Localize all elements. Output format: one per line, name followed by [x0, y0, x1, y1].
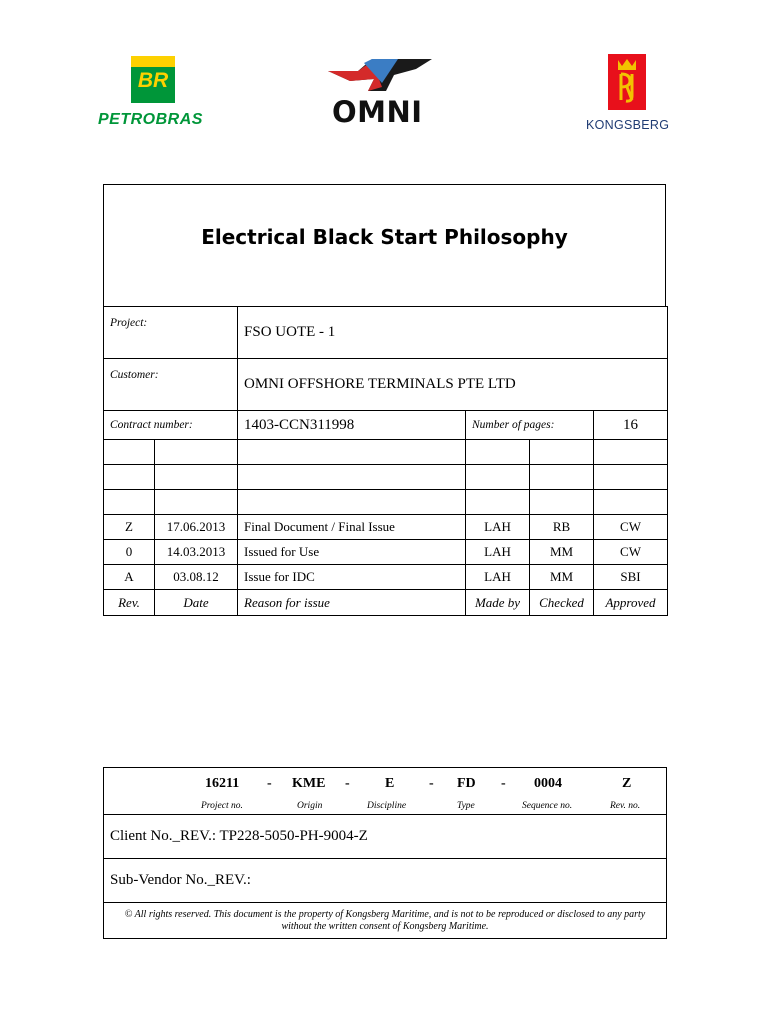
petrobras-br-mark: BR — [131, 56, 175, 103]
pages-label: Number of pages: — [466, 411, 594, 440]
omni-logo — [328, 57, 432, 129]
reason-header: Reason for issue — [238, 590, 466, 616]
client-no: Client No._REV.: TP228-5050-PH-9004-Z — [104, 815, 667, 859]
code-separator: - — [501, 776, 506, 791]
document-title: Electrical Black Start Philosophy — [201, 225, 568, 249]
revision-row — [104, 515, 668, 540]
copyright-line-1: © All rights reserved. This document is the property of Kongsberg Maritime, and is not to be reproduced or disclosed to any party — [124, 908, 646, 920]
omni-anvil-icon — [328, 57, 432, 97]
origin: KME — [292, 776, 326, 791]
sequence-no: 0004 — [534, 776, 562, 791]
approved-cell: SBI — [594, 565, 668, 590]
sequence-label: Sequence no. — [522, 801, 573, 811]
checked-cell: RB — [530, 515, 594, 540]
customer-label: Customer: — [104, 359, 238, 411]
project-label: Project: — [104, 307, 238, 359]
reason-cell: Issue for IDC — [238, 565, 466, 590]
made-by-cell: LAH — [466, 565, 530, 590]
reason-cell: Issued for Use — [238, 540, 466, 565]
empty-revision-row — [104, 490, 668, 515]
document-code-table — [103, 767, 667, 939]
made-by-header: Made by — [466, 590, 530, 616]
client-no-row — [104, 815, 667, 859]
type-label: Type — [457, 801, 475, 811]
pages-value: 16 — [594, 411, 668, 440]
discipline: E — [385, 776, 395, 791]
checked-header: Checked — [530, 590, 594, 616]
subvendor-no-row — [104, 859, 667, 903]
customer-row — [104, 359, 668, 411]
petrobras-name: PETROBRAS — [98, 111, 203, 128]
made-by-cell: LAH — [466, 515, 530, 540]
kongsberg-crest-icon — [608, 54, 646, 110]
approved-cell: CW — [594, 540, 668, 565]
date-cell: 03.08.12 — [155, 565, 238, 590]
title-box — [103, 184, 666, 306]
copyright-row — [104, 903, 667, 939]
omni-name: OMNI — [332, 95, 423, 129]
customer-value: OMNI OFFSHORE TERMINALS PTE LTD — [238, 359, 668, 411]
document-number — [104, 768, 666, 814]
rev-no-label: Rev. no. — [610, 801, 641, 811]
rev-cell: 0 — [104, 540, 155, 565]
copyright-notice — [104, 903, 667, 939]
contract-row — [104, 411, 668, 440]
kongsberg-name: KONGSBERG — [586, 118, 670, 132]
revision-row — [104, 540, 668, 565]
empty-revision-row — [104, 440, 668, 465]
type: FD — [457, 776, 476, 791]
document-info-table — [103, 306, 668, 616]
rev-cell: Z — [104, 515, 155, 540]
origin-label: Origin — [297, 801, 323, 811]
discipline-label: Discipline — [367, 801, 407, 811]
petrobras-logo — [96, 56, 211, 130]
rev-cell: A — [104, 565, 155, 590]
rev-no: Z — [622, 776, 632, 791]
project-no-label: Project no. — [201, 801, 243, 811]
code-row — [104, 768, 667, 815]
date-cell: 14.03.2013 — [155, 540, 238, 565]
date-cell: 17.06.2013 — [155, 515, 238, 540]
approved-cell: CW — [594, 515, 668, 540]
copyright-line-2: without the written consent of Kongsberg Maritime. — [281, 920, 489, 932]
contract-label: Contract number: — [104, 411, 238, 440]
project-value: FSO UOTE - 1 — [238, 307, 668, 359]
approved-header: Approved — [594, 590, 668, 616]
project-no: 16211 — [205, 776, 240, 791]
date-header: Date — [155, 590, 238, 616]
code-separator: - — [429, 776, 434, 791]
made-by-cell: LAH — [466, 540, 530, 565]
project-row — [104, 307, 668, 359]
subvendor-no: Sub-Vendor No._REV.: — [104, 859, 667, 903]
code-separator: - — [345, 776, 350, 791]
rev-header: Rev. — [104, 590, 155, 616]
empty-revision-row — [104, 465, 668, 490]
checked-cell: MM — [530, 565, 594, 590]
reason-cell: Final Document / Final Issue — [238, 515, 466, 540]
checked-cell: MM — [530, 540, 594, 565]
kongsberg-logo — [584, 54, 672, 134]
contract-value: 1403-CCN311998 — [238, 411, 466, 440]
code-separator: - — [267, 776, 272, 791]
revision-header-row — [104, 590, 668, 616]
revision-row — [104, 565, 668, 590]
